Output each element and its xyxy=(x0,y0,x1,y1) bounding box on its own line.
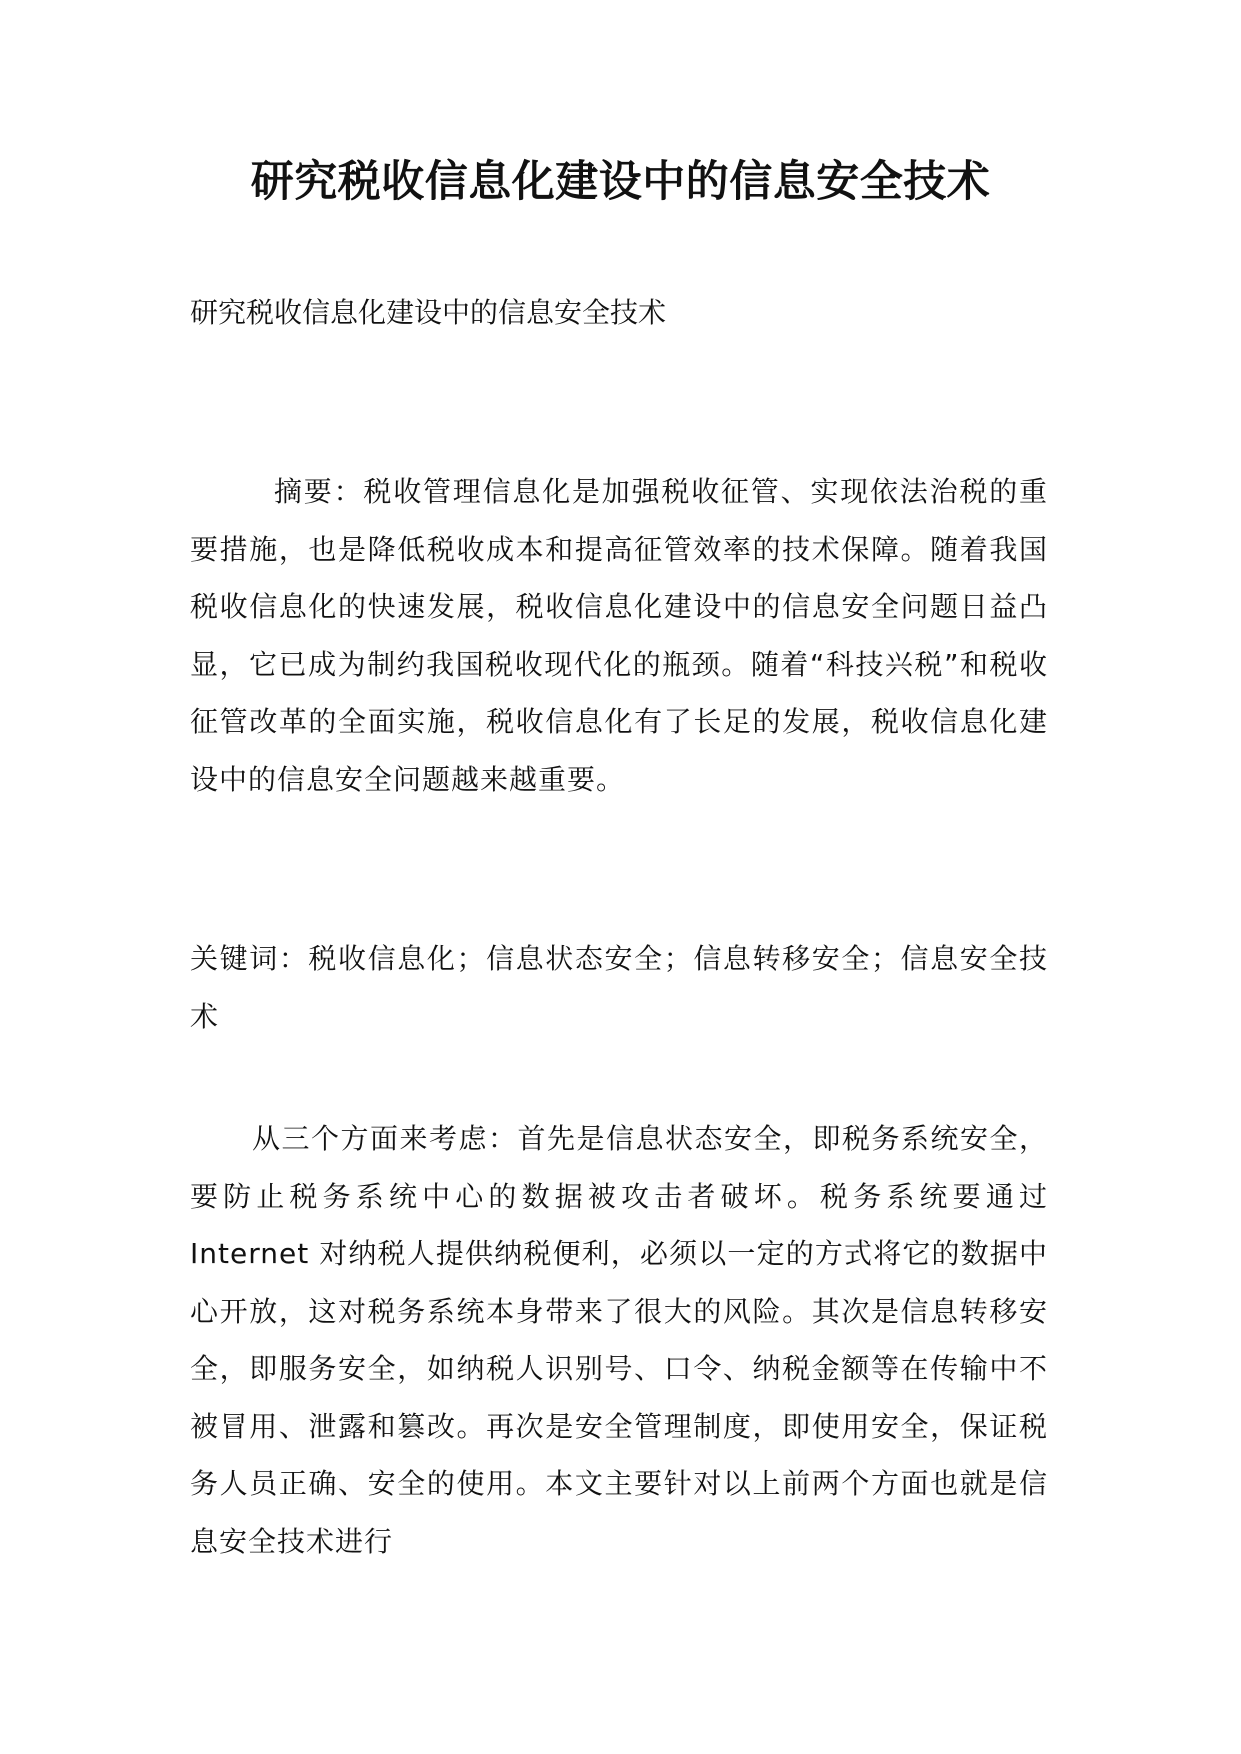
body-paragraph: 从三个方面来考虑：首先是信息状态安全，即税务系统安全，要防止税务系统中心的数据被攻击者破坏。税务系统要通过 Internet 对纳税人提供纳税便利，必须以一定的方式将它的数据中心开放，这对税务系统本身带来了很大的风险。其次是信息转移安全，即服务安全，如纳税人识别号、口令、纳税金额等在传输中不被冒用、泄露和篡改。再次是安全管理制度，即使用安全，保证税务人员正确、安全的使用。本文主要针对以上前两个方面也就是信息安全技术进行 xyxy=(190,1122,1048,1558)
document-subtitle: 研究税收信息化建设中的信息安全技术 xyxy=(190,296,667,329)
abstract-paragraph: 摘要：税收管理信息化是加强税收征管、实现依法治税的重要措施，也是降低税收成本和提高征管效率的技术保障。随着我国税收信息化的快速发展，税收信息化建设中的信息安全问题日益凸显，它已成为制约我国税收现代化的瓶颈。随着“科技兴税”和税收征管改革的全面实施，税收信息化有了长足的发展，税收信息化建设中的信息安全问题越来越重要。 xyxy=(190,475,1048,796)
keywords-paragraph: 关键词：税收信息化；信息状态安全；信息转移安全；信息安全技术 xyxy=(190,942,1048,1033)
document-title: 研究税收信息化建设中的信息安全技术 xyxy=(250,157,991,207)
